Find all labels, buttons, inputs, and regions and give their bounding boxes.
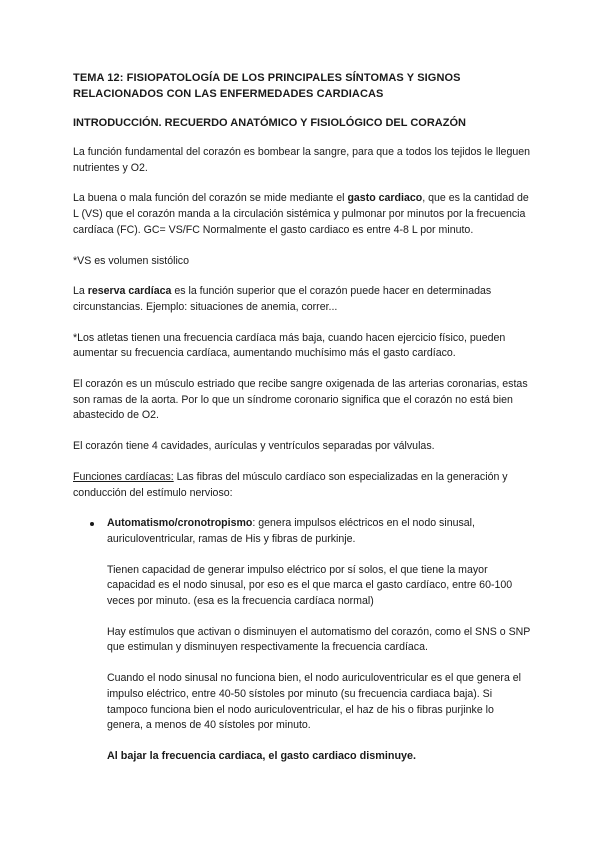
bullet-bold: Automatismo/cronotropismo [107,517,253,530]
p4-bold: reserva cardíaca [87,285,172,298]
bullet-main [107,516,532,547]
paragraph-1: La función fundamental del corazón es bombear la sangre, para que a todos los tejidos le lleguen nutrientes y O2. [73,146,531,174]
paragraph-5: *Los atletas tienen una frecuencia cardíaca más baja, cuando hacen ejercicio físico, pueden aumentar su frecuencia cardíaca, aumentando muchísimo más el gasto cardíaco. [73,331,506,360]
bullet-sub-3: Cuando el nodo sinusal no funciona bien, el nodo auriculoventricular es el que genera el impulso eléctrico, entre 40-50 sístoles por minuto (su frecuencia cardiaca baja). Si tampoco funciona bien el nodo auriculoventricular, el haz de his o fibras purjinke lo genera, a menos de 40 sístoles por minuto. [107,672,522,732]
paragraph-3: *VS es volumen sistólico [73,254,189,267]
paragraph-6: El corazón es un músculo estriado que recibe sangre oxigenada de las arterias coronarias, estas son ramas de la aorta. Por lo que un síndrome coronario significa que el corazón no está bien abastecido de O2. [73,378,528,422]
list-item [73,516,532,764]
section-heading: INTRODUCCIÓN. RECUERDO ANATÓMICO Y FISIOLÓGICO DEL CORAZÓN [73,117,466,129]
bullet-post: : genera impulsos eléctricos en el nodo sinusal, auriculoventricular, ramas de His y fibras de purkinje. [107,517,475,545]
paragraph-2 [73,191,532,238]
bullet-sub-2: Hay estímulos que activan o disminuyen el automatismo del corazón, como el SNS o SNP que estimulan y disminuyen respectivamente la frecuencia cardíaca. [107,625,531,654]
paragraph-7: El corazón tiene 4 cavidades, aurículas y ventrículos separadas por válvulas. [73,440,435,453]
p4-post: es la función superior que el corazón puede hacer en determinadas circunstancias. Ejemplo: situaciones de anemia, correr... [73,285,492,313]
bullet-conclusion: Al bajar la frecuencia cardiaca, el gasto cardiaco disminuye. [107,749,417,762]
title-line-1: TEMA 12: FISIOPATOLOGÍA DE LOS PRINCIPALES SÍNTOMAS Y SIGNOS [73,72,461,84]
p8-post: Las fibras del músculo cardíaco son especializadas en la generación y conducción del estímulo nervioso: [73,470,508,499]
paragraph-8 [73,470,532,501]
p2-bold: gasto cardiaco [347,192,423,205]
p2-post: , que es la cantidad de L (VS) que el corazón manda a la circulación sistémica y pulmonar por minutos por la frecuencia cardíaca (FC). GC= VS/FC Normalmente el gasto cardiaco es entre 4-8 L por minuto. [73,192,529,236]
paragraph-4 [73,284,532,315]
bullet-list [73,516,532,764]
functions-heading: Funciones cardíacas: [73,470,174,483]
bullet-sub-1: Tienen capacidad de generar impulso eléctrico por sí solos, el que tiene la mayor capacidad es el nodo sinusal, por eso es el que marca el gasto cardíaco, entre 60-100 veces por minuto. (esa es la frecuencia cardíaca normal) [107,563,513,608]
p2-pre: La buena o mala función del corazón se mide mediante el [73,192,348,205]
page-title [73,70,532,102]
p4-pre: La [73,285,88,298]
title-line-2: RELACIONADOS CON LAS ENFERMEDADES CARDIACAS [73,88,384,100]
